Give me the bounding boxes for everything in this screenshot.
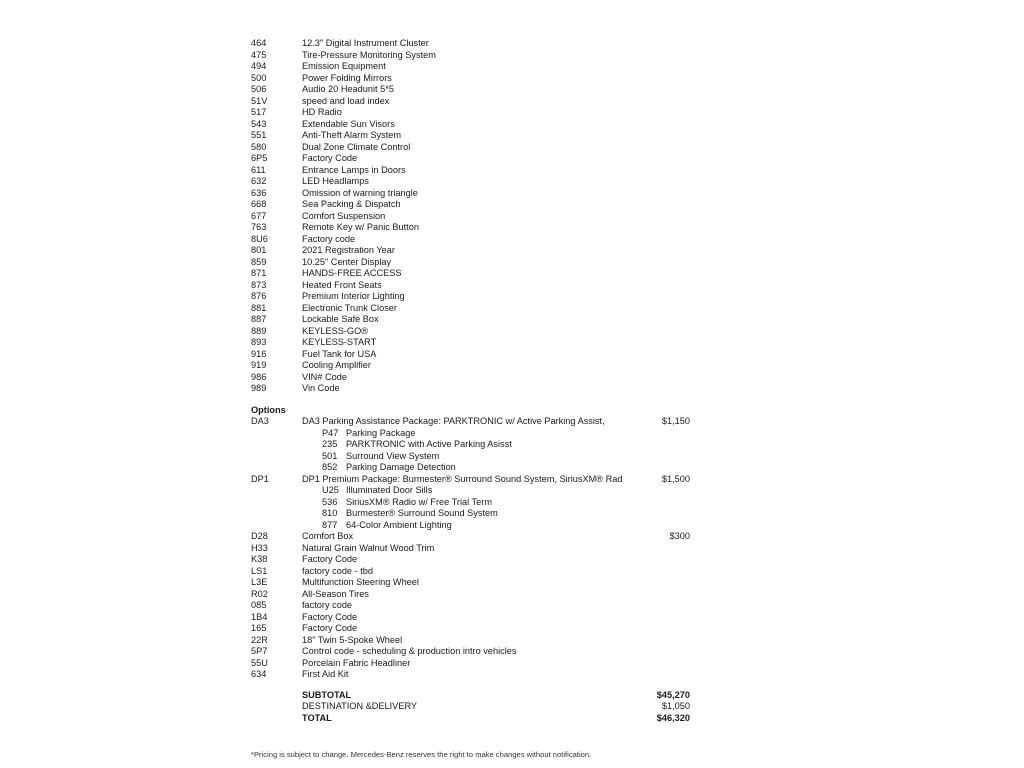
feature-row (251, 372, 711, 384)
feature-desc: KEYLESS-START (302, 337, 377, 347)
feature-row (251, 73, 711, 85)
total-value: $46,320 (656, 712, 690, 723)
feature-row (251, 257, 711, 269)
option-row (251, 543, 711, 555)
feature-desc: Cooling Amplifier (302, 360, 371, 370)
option-price (632, 646, 711, 658)
options-heading: Options (251, 404, 286, 415)
option-price (632, 589, 711, 601)
option-code: DP1 (251, 473, 269, 484)
option-code: 22R (251, 634, 268, 645)
feature-code: 611 (251, 164, 266, 175)
option-sub-code: 501 (322, 450, 338, 461)
option-desc: DA3 Parking Assistance Package: PARKTRONIC w/ Active Parking Assist, (302, 416, 605, 426)
feature-row (251, 188, 711, 200)
feature-code: 887 (251, 314, 267, 324)
option-sub-code: 810 (322, 508, 338, 518)
option-desc: Control code - scheduling & production intro vehicles (302, 646, 517, 656)
feature-row (251, 383, 711, 395)
option-price (632, 658, 711, 670)
feature-code: 677 (251, 210, 267, 221)
option-code: H33 (251, 542, 268, 553)
feature-code: 989 (251, 383, 267, 393)
feature-code: 916 (251, 348, 267, 359)
standard-features-list (251, 38, 711, 395)
option-row (251, 646, 711, 658)
feature-desc: Entrance Lamps in Doors (302, 164, 406, 175)
feature-desc: Heated Front Seats (302, 279, 382, 290)
option-price (632, 577, 711, 589)
feature-code: 871 (251, 268, 267, 278)
feature-code: 636 (251, 187, 267, 198)
pricing-footnote: *Pricing is subject to change. Mercedes-Benz reserves the right to make changes without notification. (251, 750, 592, 759)
feature-row (251, 199, 711, 211)
feature-row (251, 96, 711, 108)
feature-row (251, 291, 711, 303)
feature-desc: Lockable Safe Box (302, 314, 379, 324)
option-sub-row (251, 520, 711, 532)
option-code: 165 (251, 623, 267, 633)
feature-desc: Anti-Theft Alarm System (302, 130, 402, 140)
option-desc: factory code (302, 600, 353, 610)
feature-code: 8U6 (251, 233, 268, 244)
feature-row (251, 326, 711, 338)
option-desc: Porcelain Fabric Headliner (302, 657, 411, 668)
option-desc: 18" Twin 5-Spoke Wheel (302, 634, 403, 645)
subtotal-row (302, 690, 690, 702)
option-code: 085 (251, 600, 267, 610)
option-price: $300 (669, 531, 690, 541)
option-row (251, 531, 711, 543)
option-code: DA3 (251, 416, 269, 426)
option-desc: Factory Code (302, 623, 358, 633)
feature-desc: HANDS-FREE ACCESS (302, 268, 402, 278)
option-code: L3E (251, 577, 268, 587)
option-desc: Comfort Box (302, 531, 354, 541)
feature-code: 801 (251, 245, 267, 255)
feature-row (251, 280, 711, 292)
feature-code: 986 (251, 371, 267, 382)
feature-desc: 10.25" Center Display (302, 256, 392, 267)
feature-row (251, 234, 711, 246)
feature-code: 551 (251, 130, 267, 140)
option-price: $1,500 (661, 473, 690, 484)
feature-desc: Audio 20 Headunit 5*5 (302, 84, 394, 94)
feature-row (251, 61, 711, 73)
option-sub-code: 852 (322, 462, 338, 472)
feature-desc: Vin Code (302, 383, 340, 393)
option-row (251, 669, 711, 681)
feature-desc: 2021 Registration Year (302, 245, 395, 255)
feature-row (251, 176, 711, 188)
feature-desc: Electronic Trunk Closer (302, 302, 397, 313)
option-price (632, 669, 711, 681)
option-row (251, 589, 711, 601)
feature-code: 580 (251, 141, 267, 152)
option-price (632, 635, 711, 647)
feature-desc: Omission of warning triangle (302, 187, 418, 198)
feature-desc: Factory Code (302, 153, 358, 163)
feature-code: 517 (251, 107, 267, 117)
feature-desc: Dual Zone Climate Control (302, 141, 411, 152)
feature-code: 919 (251, 360, 267, 370)
option-code: D28 (251, 531, 268, 541)
option-sub-row (251, 485, 711, 497)
option-row (251, 416, 711, 428)
feature-desc: Premium Interior Lighting (302, 291, 405, 301)
option-desc: Factory Code (302, 611, 358, 622)
option-sub-desc: Parking Damage Detection (346, 462, 456, 472)
option-sub-desc: Burmester® Surround Sound System (346, 508, 498, 518)
option-row (251, 577, 711, 589)
option-desc: Natural Grain Walnut Wood Trim (302, 542, 435, 553)
feature-desc: Tire-Pressure Monitoring System (302, 49, 436, 60)
option-row (251, 566, 711, 578)
option-row (251, 600, 711, 612)
option-price (632, 600, 711, 612)
feature-desc: speed and load index (302, 95, 390, 106)
option-price (632, 554, 711, 566)
subtotal-label: SUBTOTAL (302, 689, 352, 700)
option-sub-desc: Parking Package (346, 427, 416, 438)
feature-desc: Remote Key w/ Panic Button (302, 222, 419, 232)
option-row (251, 474, 711, 486)
feature-desc: Power Folding Mirrors (302, 72, 392, 83)
option-sub-code: U25 (322, 485, 339, 495)
option-desc: All-Season Tires (302, 588, 369, 599)
feature-row (251, 314, 711, 326)
feature-code: 500 (251, 72, 267, 83)
feature-code: 876 (251, 291, 267, 301)
option-code: 5P7 (251, 646, 268, 656)
feature-code: 506 (251, 84, 267, 94)
feature-row (251, 119, 711, 131)
feature-desc: Factory code (302, 233, 356, 244)
option-price: $1,150 (661, 416, 690, 426)
feature-row (251, 130, 711, 142)
destination-row (302, 701, 690, 713)
option-sub-code: 877 (322, 519, 338, 530)
option-desc: DP1 Premium Package: Burmester® Surround Sound System, SiriusXM® Rad (302, 473, 623, 484)
option-sub-desc: PARKTRONIC with Active Parking Asisst (346, 439, 512, 449)
feature-desc: Fuel Tank for USA (302, 348, 377, 359)
feature-row (251, 245, 711, 257)
feature-code: 881 (251, 302, 267, 313)
option-code: 55U (251, 657, 268, 668)
option-sub-row (251, 428, 711, 440)
option-desc: Factory Code (302, 554, 358, 564)
option-desc: First Aid Kit (302, 669, 349, 679)
option-desc: factory code - tbd (302, 565, 373, 576)
total-label: TOTAL (302, 712, 332, 723)
option-code: LS1 (251, 565, 268, 576)
option-sub-desc: 64-Color Ambient Lighting (346, 519, 452, 530)
option-desc: Multifunction Steering Wheel (302, 577, 419, 587)
feature-row (251, 142, 711, 154)
option-code: 634 (251, 669, 267, 679)
feature-code: 893 (251, 337, 267, 347)
totals-block (251, 690, 711, 725)
feature-row (251, 50, 711, 62)
feature-code: 51V (251, 95, 268, 106)
feature-code: 632 (251, 176, 267, 186)
option-price (632, 543, 711, 555)
feature-row (251, 84, 711, 96)
feature-desc: Emission Equipment (302, 61, 386, 71)
feature-desc: LED Headlamps (302, 176, 369, 186)
option-sub-desc: Surround View System (346, 450, 440, 461)
subtotal-value: $45,270 (656, 689, 690, 700)
feature-code: 859 (251, 256, 267, 267)
feature-desc: HD Radio (302, 107, 342, 117)
option-sub-desc: SiriusXM® Radio w/ Free Trial Term (346, 496, 492, 507)
feature-code: 494 (251, 61, 267, 71)
feature-code: 475 (251, 49, 267, 60)
feature-code: 543 (251, 118, 267, 129)
option-code: K38 (251, 554, 268, 564)
option-row (251, 612, 711, 624)
feature-code: 889 (251, 325, 267, 336)
feature-code: 763 (251, 222, 267, 232)
feature-row (251, 211, 711, 223)
feature-desc: 12.3" Digital Instrument Cluster (302, 38, 429, 48)
option-price (632, 612, 711, 624)
feature-row (251, 337, 711, 349)
feature-row (251, 268, 711, 280)
option-sub-row (251, 451, 711, 463)
feature-desc: Sea Packing & Dispatch (302, 199, 401, 209)
window-sticker-sheet (251, 38, 711, 724)
option-sub-row (251, 508, 711, 520)
options-list (251, 416, 711, 681)
option-sub-code: P47 (322, 427, 339, 438)
feature-row (251, 303, 711, 315)
option-sub-code: 536 (322, 496, 338, 507)
feature-desc: Extendable Sun Visors (302, 118, 395, 129)
option-row (251, 554, 711, 566)
option-sub-row (251, 497, 711, 509)
feature-row (251, 165, 711, 177)
feature-desc: Comfort Suspension (302, 210, 386, 221)
option-sub-code: 235 (322, 439, 338, 449)
option-sub-row (251, 439, 711, 451)
feature-row (251, 107, 711, 119)
option-sub-desc: Illuminated Door Sills (346, 485, 433, 495)
destination-label: DESTINATION &DELIVERY (302, 701, 418, 711)
feature-row (251, 38, 711, 50)
option-price (632, 623, 711, 635)
option-code: 1B4 (251, 611, 268, 622)
feature-row (251, 349, 711, 361)
feature-code: 668 (251, 199, 267, 209)
feature-desc: VIN# Code (302, 371, 347, 382)
option-sub-row (251, 462, 711, 474)
feature-code: 873 (251, 279, 267, 290)
feature-row (251, 222, 711, 234)
feature-code: 464 (251, 38, 267, 48)
feature-code: 6P5 (251, 153, 268, 163)
feature-row (251, 360, 711, 372)
total-row (302, 713, 690, 725)
feature-desc: KEYLESS-GO® (302, 325, 368, 336)
option-price (632, 566, 711, 578)
destination-value: $1,050 (661, 701, 690, 711)
option-row (251, 635, 711, 647)
feature-row (251, 153, 711, 165)
option-row (251, 658, 711, 670)
option-code: R02 (251, 588, 268, 599)
option-row (251, 623, 711, 635)
